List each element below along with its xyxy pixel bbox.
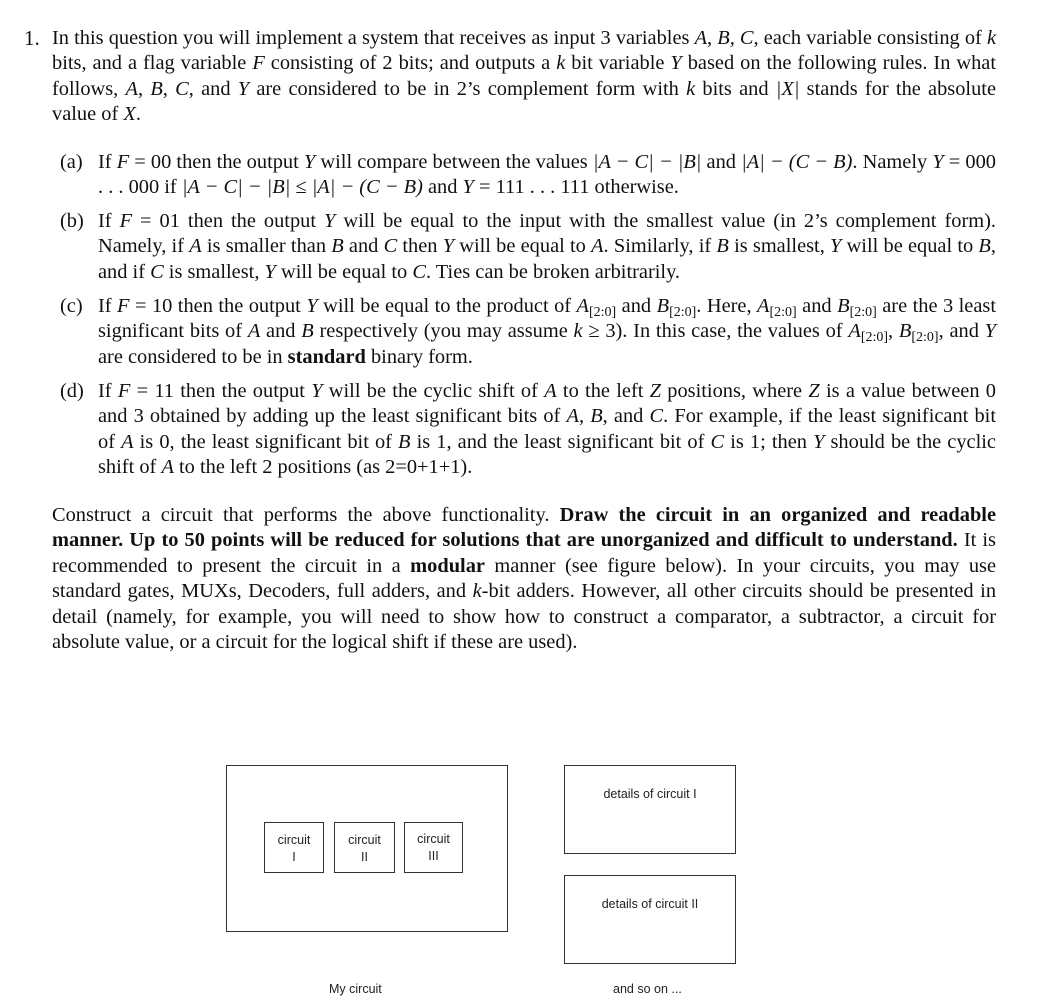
- item-d: [60, 379, 996, 481]
- item-d-text: If F = 11 then the output Y will be the cyclic shift of A to the left Z positions, where Z is a value between 0 and 3 obtained by adding up the least significant bits of A, B, and C. For example, if the least significant bit of A is 0, the least significant bit of B is 1, and the least significant bit of C is 1; then Y should be the cyclic shift of A to the left 2 positions (as 2=0+1+1).: [98, 380, 997, 479]
- item-a-text: If F = 00 then the output Y will compare between the values |A − C| − |B| and |A| − (C − B). Namely Y = 000 . . . 000 if |A − C| − |B| ≤ |A| − (C − B) and Y = 111 . . . 111 otherwise.: [98, 151, 996, 199]
- question-intro: In this question you will implement a system that receives as input 3 variables A, B, C, each variable consisting of k bits, and a flag variable F consisting of 2 bits; and outputs a k bit variable Y based on the following rules. In what follows, A, B, C, and Y are considered to be in 2’s complement form with k bits and |X| stands for the absolute value of X.: [52, 27, 997, 126]
- item-d-label: (d): [60, 380, 84, 402]
- circuit-2-line2: II: [361, 850, 368, 864]
- circuit-3-line2: III: [428, 849, 439, 863]
- item-c-label: (c): [60, 295, 83, 317]
- item-b-label: (b): [60, 210, 84, 232]
- details-circuit-1-box: [564, 765, 736, 854]
- and-so-on-caption: and so on ...: [613, 982, 682, 996]
- circuit-1-box: [264, 822, 324, 873]
- item-c: [60, 294, 996, 370]
- item-a-label: (a): [60, 151, 83, 173]
- item-c-text: If F = 10 then the output Y will be equal to the product of $A_{[2:0]}$ and $B_{[2:0]}$. Here, $A_{[2:0]}$ and $B_{[2:0]}$ are the 3 least significant bits of A and B respectively (you may assume k ≥ 3). In this case, the values of $A_{[2:0]}$, $B_{[2:0]}$, and Y are considered to be in standard binary form.: [98, 295, 996, 368]
- circuit-1-line2: I: [292, 850, 296, 864]
- item-a: [60, 150, 996, 201]
- details-circuit-1-label: details of circuit I: [603, 787, 697, 801]
- question-number: 1.: [24, 26, 40, 50]
- circuit-2-line1: circuit: [348, 833, 381, 847]
- item-b: [60, 209, 996, 285]
- circuit-2-box: [334, 822, 395, 873]
- circuit-3-box: [404, 822, 463, 873]
- circuit-1-line1: circuit: [277, 833, 311, 847]
- construct-paragraph: Construct a circuit that performs the above functionality. Draw the circuit in an organized and readable manner. Up to 50 points will be reduced for solutions that are unorganized and difficult to understand. It is recommended to present the circuit in a modular manner (see figure below). In your circuits, you may use standard gates, MUXs, Decoders, full adders, and k-bit adders. However, all other circuits should be presented in detail (namely, for example, you will need to show how to construct a comparator, a subtractor, a circuit for absolute value, or a circuit for the logical shift if these are used).: [52, 504, 997, 654]
- my-circuit-caption: My circuit: [329, 982, 382, 996]
- circuit-3-line1: circuit: [417, 832, 450, 846]
- item-b-text: If F = 01 then the output Y will be equal to the input with the smallest value (in 2’s complement form). Namely, if A is smaller than B and C then Y will be equal to A. Similarly, if B is smallest, Y will be equal to B, and if C is smallest, Y will be equal to C. Ties can be broken arbitrarily.: [98, 210, 996, 283]
- details-circuit-2-label: details of circuit II: [601, 897, 699, 911]
- details-circuit-2-box: [564, 875, 736, 964]
